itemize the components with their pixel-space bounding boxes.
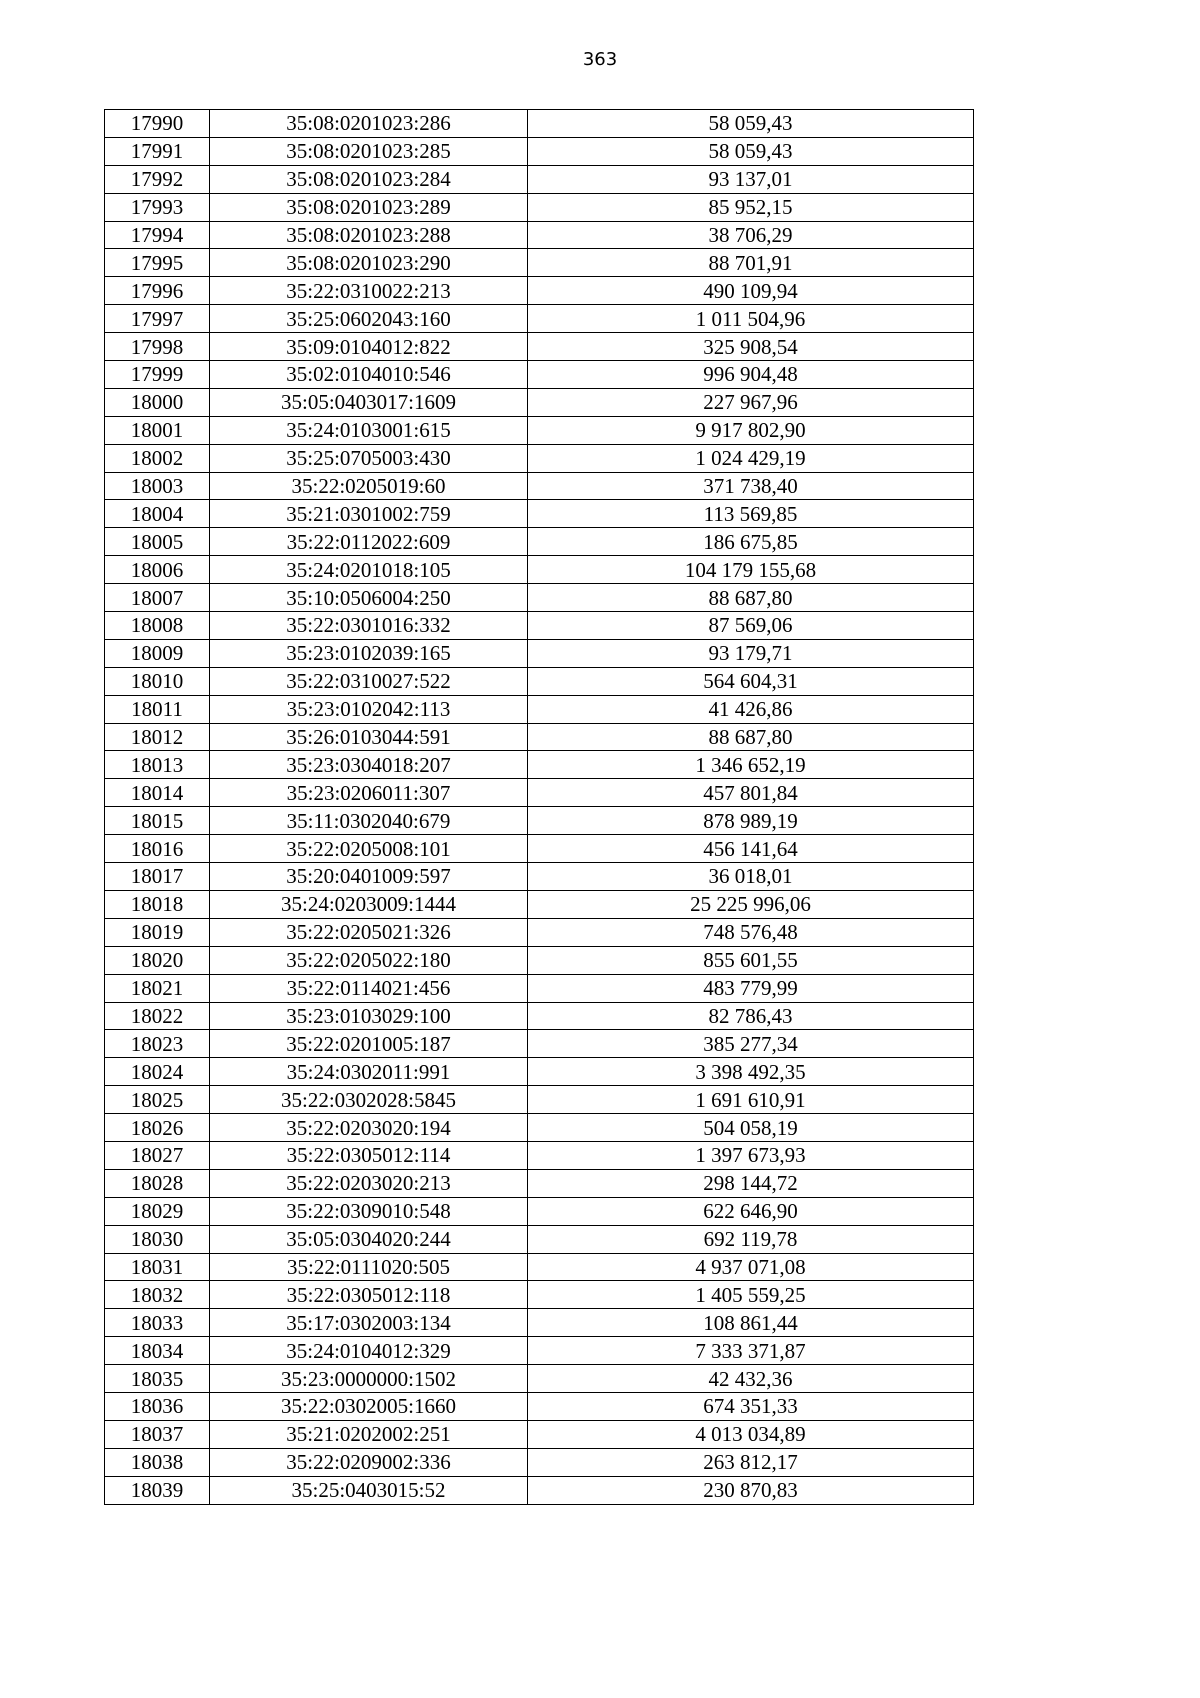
row-number-cell: 18005 [105,528,210,556]
value-cell: 1 011 504,96 [528,305,974,333]
table-row [105,835,974,863]
cadastral-number-cell: 35:08:0201023:288 [210,221,528,249]
table-row [105,639,974,667]
cadastral-number-cell: 35:22:0205019:60 [210,472,528,500]
cadastral-number-cell: 35:05:0304020:244 [210,1225,528,1253]
value-cell: 58 059,43 [528,137,974,165]
cadastral-number-cell: 35:08:0201023:285 [210,137,528,165]
value-cell: 4 013 034,89 [528,1420,974,1448]
table-row [105,221,974,249]
cadastral-number-cell: 35:09:0104012:822 [210,333,528,361]
value-cell: 93 137,01 [528,165,974,193]
cadastral-number-cell: 35:23:0304018:207 [210,751,528,779]
row-number-cell: 18004 [105,500,210,528]
value-cell: 58 059,43 [528,110,974,138]
cadastral-number-cell: 35:10:0506004:250 [210,584,528,612]
row-number-cell: 18020 [105,946,210,974]
cadastral-number-cell: 35:23:0103029:100 [210,1002,528,1030]
row-number-cell: 18013 [105,751,210,779]
cadastral-number-cell: 35:20:0401009:597 [210,863,528,891]
cadastral-number-cell: 35:22:0302005:1660 [210,1392,528,1420]
value-cell: 25 225 996,06 [528,890,974,918]
row-number-cell: 18022 [105,1002,210,1030]
table-row [105,528,974,556]
row-number-cell: 18039 [105,1476,210,1504]
cadastral-number-cell: 35:25:0403015:52 [210,1476,528,1504]
cadastral-number-cell: 35:22:0302028:5845 [210,1086,528,1114]
cadastral-number-cell: 35:08:0201023:284 [210,165,528,193]
value-cell: 230 870,83 [528,1476,974,1504]
value-cell: 87 569,06 [528,612,974,640]
table-row [105,779,974,807]
table-row [105,277,974,305]
value-cell: 38 706,29 [528,221,974,249]
table-row [105,1141,974,1169]
value-cell: 1 691 610,91 [528,1086,974,1114]
value-cell: 263 812,17 [528,1448,974,1476]
row-number-cell: 17990 [105,110,210,138]
value-cell: 1 346 652,19 [528,751,974,779]
cadastral-number-cell: 35:08:0201023:286 [210,110,528,138]
table-row [105,612,974,640]
cadastral-number-cell: 35:22:0301016:332 [210,612,528,640]
table-row [105,556,974,584]
value-cell: 1 397 673,93 [528,1141,974,1169]
table-body [105,110,974,1505]
cadastral-number-cell: 35:24:0104012:329 [210,1337,528,1365]
row-number-cell: 18000 [105,388,210,416]
table-row [105,333,974,361]
cadastral-number-cell: 35:22:0309010:548 [210,1197,528,1225]
value-cell: 104 179 155,68 [528,556,974,584]
table-row [105,1448,974,1476]
row-number-cell: 18016 [105,835,210,863]
table-row [105,667,974,695]
table-row [105,1197,974,1225]
cadastral-number-cell: 35:24:0201018:105 [210,556,528,584]
table-row [105,416,974,444]
value-cell: 88 687,80 [528,584,974,612]
row-number-cell: 18007 [105,584,210,612]
table-row [105,193,974,221]
cadastral-number-cell: 35:23:0102042:113 [210,695,528,723]
row-number-cell: 18009 [105,639,210,667]
cadastral-number-cell: 35:21:0301002:759 [210,500,528,528]
value-cell: 93 179,71 [528,639,974,667]
row-number-cell: 18024 [105,1058,210,1086]
row-number-cell: 18012 [105,723,210,751]
row-number-cell: 18006 [105,556,210,584]
row-number-cell: 18026 [105,1114,210,1142]
value-cell: 88 687,80 [528,723,974,751]
value-cell: 564 604,31 [528,667,974,695]
row-number-cell: 17999 [105,361,210,389]
cadastral-number-cell: 35:22:0205022:180 [210,946,528,974]
cadastral-number-cell: 35:22:0305012:118 [210,1281,528,1309]
row-number-cell: 17997 [105,305,210,333]
table-row [105,165,974,193]
cadastral-number-cell: 35:24:0103001:615 [210,416,528,444]
row-number-cell: 18021 [105,974,210,1002]
table-row [105,388,974,416]
row-number-cell: 18037 [105,1420,210,1448]
cadastral-number-cell: 35:23:0000000:1502 [210,1365,528,1393]
table-row [105,1420,974,1448]
page-number: 363 [582,49,618,70]
table-row [105,137,974,165]
cadastral-number-cell: 35:22:0310022:213 [210,277,528,305]
cadastral-number-cell: 35:22:0201005:187 [210,1030,528,1058]
table-row [105,1365,974,1393]
value-cell: 3 398 492,35 [528,1058,974,1086]
table-row [105,1225,974,1253]
cadastral-number-cell: 35:23:0206011:307 [210,779,528,807]
row-number-cell: 18017 [105,863,210,891]
value-cell: 371 738,40 [528,472,974,500]
row-number-cell: 18036 [105,1392,210,1420]
value-cell: 1 405 559,25 [528,1281,974,1309]
table-row [105,751,974,779]
table-row [105,1086,974,1114]
cadastral-number-cell: 35:24:0203009:1444 [210,890,528,918]
value-cell: 855 601,55 [528,946,974,974]
value-cell: 82 786,43 [528,1002,974,1030]
cadastral-number-cell: 35:02:0104010:546 [210,361,528,389]
row-number-cell: 18035 [105,1365,210,1393]
table-row [105,918,974,946]
cadastral-number-cell: 35:22:0205021:326 [210,918,528,946]
row-number-cell: 18010 [105,667,210,695]
table-row [105,1002,974,1030]
table-row [105,1476,974,1504]
table-row [105,361,974,389]
table-row [105,890,974,918]
value-cell: 42 432,36 [528,1365,974,1393]
table-row [105,723,974,751]
row-number-cell: 18033 [105,1309,210,1337]
table-row [105,584,974,612]
table-row [105,1309,974,1337]
cadastral-number-cell: 35:22:0203020:213 [210,1169,528,1197]
value-cell: 325 908,54 [528,333,974,361]
row-number-cell: 18015 [105,807,210,835]
cadastral-number-cell: 35:22:0209002:336 [210,1448,528,1476]
table-row [105,946,974,974]
value-cell: 113 569,85 [528,500,974,528]
row-number-cell: 18034 [105,1337,210,1365]
value-cell: 748 576,48 [528,918,974,946]
value-cell: 457 801,84 [528,779,974,807]
row-number-cell: 18031 [105,1253,210,1281]
row-number-cell: 18018 [105,890,210,918]
row-number-cell: 17994 [105,221,210,249]
table-row [105,1169,974,1197]
value-cell: 9 917 802,90 [528,416,974,444]
value-cell: 88 701,91 [528,249,974,277]
value-cell: 7 333 371,87 [528,1337,974,1365]
value-cell: 692 119,78 [528,1225,974,1253]
row-number-cell: 17992 [105,165,210,193]
cadastral-number-cell: 35:17:0302003:134 [210,1309,528,1337]
cadastral-number-cell: 35:25:0705003:430 [210,444,528,472]
cadastral-number-cell: 35:11:0302040:679 [210,807,528,835]
cadastral-number-cell: 35:25:0602043:160 [210,305,528,333]
value-cell: 385 277,34 [528,1030,974,1058]
value-cell: 456 141,64 [528,835,974,863]
row-number-cell: 18001 [105,416,210,444]
row-number-cell: 18030 [105,1225,210,1253]
table-row [105,1253,974,1281]
value-cell: 483 779,99 [528,974,974,1002]
cadastral-number-cell: 35:21:0202002:251 [210,1420,528,1448]
cadastral-number-cell: 35:08:0201023:289 [210,193,528,221]
table-row [105,1030,974,1058]
cadastral-number-cell: 35:22:0111020:505 [210,1253,528,1281]
table-row [105,249,974,277]
value-cell: 36 018,01 [528,863,974,891]
value-cell: 227 967,96 [528,388,974,416]
table-row [105,695,974,723]
cadastral-number-cell: 35:22:0310027:522 [210,667,528,695]
cadastral-number-cell: 35:05:0403017:1609 [210,388,528,416]
value-cell: 41 426,86 [528,695,974,723]
table-row [105,1392,974,1420]
value-cell: 85 952,15 [528,193,974,221]
row-number-cell: 17998 [105,333,210,361]
cadastral-number-cell: 35:23:0102039:165 [210,639,528,667]
table-row [105,444,974,472]
table-row [105,500,974,528]
table-row [105,1337,974,1365]
cadastral-number-cell: 35:26:0103044:591 [210,723,528,751]
row-number-cell: 18002 [105,444,210,472]
value-cell: 490 109,94 [528,277,974,305]
value-cell: 1 024 429,19 [528,444,974,472]
row-number-cell: 18014 [105,779,210,807]
cadastral-number-cell: 35:22:0305012:114 [210,1141,528,1169]
row-number-cell: 18025 [105,1086,210,1114]
value-cell: 298 144,72 [528,1169,974,1197]
cadastral-number-cell: 35:22:0205008:101 [210,835,528,863]
cadastral-number-cell: 35:24:0302011:991 [210,1058,528,1086]
table-row [105,1058,974,1086]
cadastral-number-cell: 35:22:0112022:609 [210,528,528,556]
table-row [105,110,974,138]
value-cell: 622 646,90 [528,1197,974,1225]
value-cell: 674 351,33 [528,1392,974,1420]
row-number-cell: 17995 [105,249,210,277]
table-row [105,305,974,333]
value-cell: 996 904,48 [528,361,974,389]
row-number-cell: 18028 [105,1169,210,1197]
table-row [105,863,974,891]
row-number-cell: 17991 [105,137,210,165]
value-cell: 108 861,44 [528,1309,974,1337]
table-row [105,974,974,1002]
row-number-cell: 18027 [105,1141,210,1169]
table-row [105,1114,974,1142]
row-number-cell: 18032 [105,1281,210,1309]
row-number-cell: 18029 [105,1197,210,1225]
row-number-cell: 18008 [105,612,210,640]
table-row [105,472,974,500]
row-number-cell: 17993 [105,193,210,221]
value-cell: 186 675,85 [528,528,974,556]
value-cell: 504 058,19 [528,1114,974,1142]
table-row [105,807,974,835]
row-number-cell: 18011 [105,695,210,723]
value-cell: 4 937 071,08 [528,1253,974,1281]
cadastral-number-cell: 35:08:0201023:290 [210,249,528,277]
table-row [105,1281,974,1309]
row-number-cell: 18038 [105,1448,210,1476]
cadastral-number-cell: 35:22:0203020:194 [210,1114,528,1142]
row-number-cell: 18023 [105,1030,210,1058]
row-number-cell: 18003 [105,472,210,500]
data-table [104,109,974,1505]
value-cell: 878 989,19 [528,807,974,835]
row-number-cell: 18019 [105,918,210,946]
row-number-cell: 17996 [105,277,210,305]
cadastral-number-cell: 35:22:0114021:456 [210,974,528,1002]
